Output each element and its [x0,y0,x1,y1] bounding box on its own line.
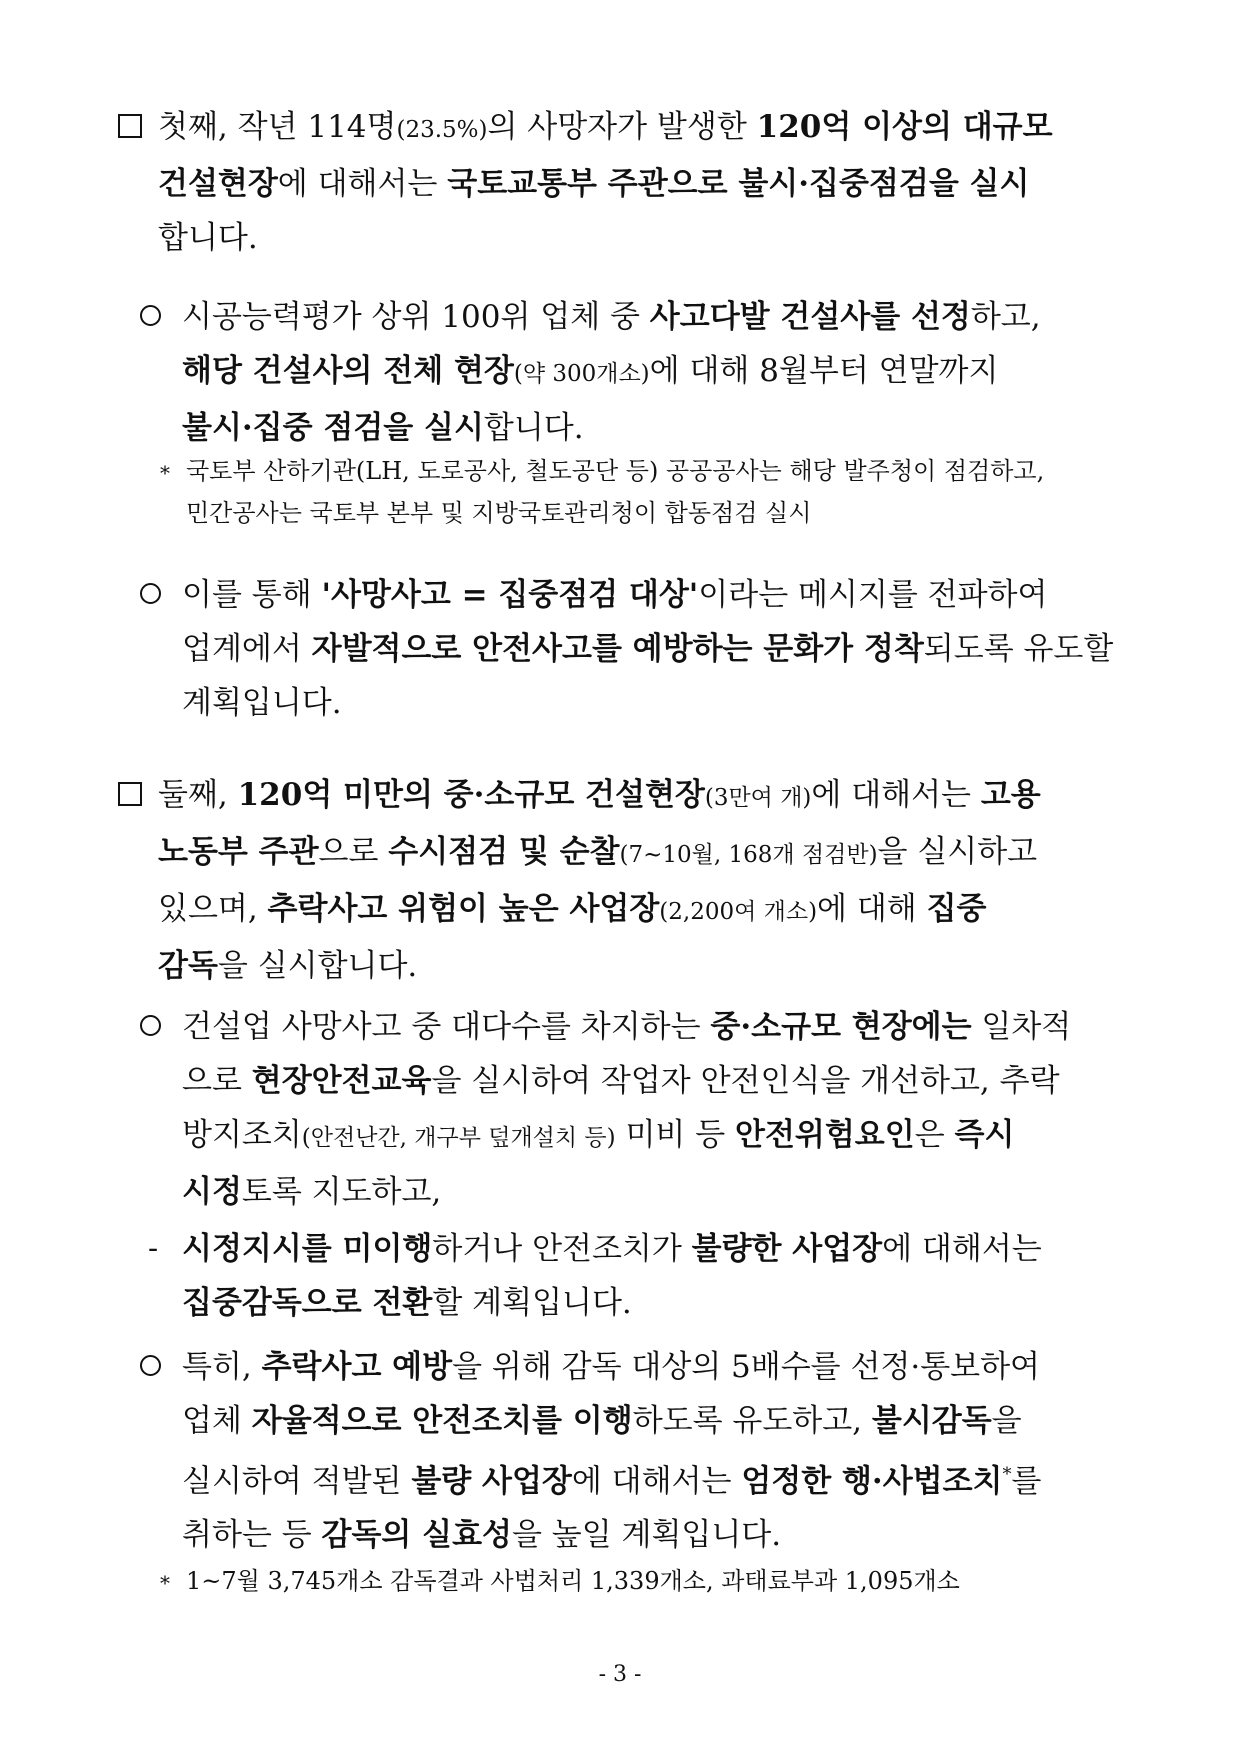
bold-text: 추락사고 예방 [261,1349,453,1385]
section-2-paragraph [118,768,1118,993]
text: 업계에서 [182,631,312,667]
text: 1~7월 3,745개소 감독결과 사법처리 1,339개소, 과태료부과 1,095개소 [186,1567,960,1595]
text: 업체 [182,1403,252,1439]
text: 국토부 산하기관(LH, 도로공사, 철도공단 등) 공공공사는 해당 발주청이 점검하고, [186,457,1045,485]
section-1-sub-2 [118,568,1118,730]
sub-paragraph [118,1340,1118,1562]
text: 에 대해서는 [811,777,981,813]
footnote-text [160,450,1118,534]
bold-text: 건설현장 [158,166,278,202]
circle-bullet-icon [140,583,161,604]
bold-text: 수시점검 및 순찰 [388,834,620,870]
footnote-1 [160,450,1118,534]
bold-text: 시정지시를 미이행 [182,1231,433,1267]
circle-bullet-icon [140,1015,161,1036]
bold-text: 엄정한 행·사법조치 [741,1463,1003,1500]
text: 건설업 사망사고 중 대다수를 차지하는 [182,1009,711,1045]
bold-text: 즉시 [954,1117,1015,1153]
text: 취하는 등 [182,1517,322,1554]
text: 일차적 [971,1009,1072,1045]
text: 을 실시합니다. [217,948,418,984]
circle-bullet-icon [140,1355,161,1376]
text: 은 [914,1117,955,1153]
bold-text: 현장안전교육 [251,1063,432,1099]
section-2-dash-1 [118,1222,1118,1330]
bold-text: 집중감독으로 전환 [182,1285,433,1321]
text: (23.5%) [396,117,488,143]
text: 으로 [182,1063,252,1099]
text: 을 실시하고 [877,834,1038,870]
footnote-marker: * [1002,1464,1012,1485]
text: 이라는 메시지를 전파하여 [698,577,1048,613]
text: 할 계획입니다. [432,1285,632,1321]
text: 을 위해 감독 대상의 5배수를 선정·통보하여 [452,1349,1041,1385]
text: (7~10월, 168개 점검반) [619,842,878,868]
text: 있으며, [158,891,268,927]
text: 을 높일 계획입니다. [511,1517,782,1554]
text: 시공능력평가 상위 100위 업체 중 [182,299,650,335]
bold-text: 120억 이상의 대규모 [756,109,1053,145]
bold-text: 추락사고 위험이 높은 사업장 [267,891,660,927]
bold-text: 시정 [182,1174,242,1210]
text: 토록 지도하고, [241,1174,442,1210]
text: 특히, [182,1349,262,1385]
text: 에 대해 [817,891,927,927]
footnote-text [160,1560,1118,1602]
bold-text: 고용 [980,777,1041,813]
bold-text: 집중 [926,891,987,927]
section-2 [118,768,1118,993]
text: 하거나 안전조치가 [432,1231,692,1267]
text: 에 대해서는 [571,1463,742,1500]
text: (3만여 개) [704,785,812,811]
bold-text: 불량 사업장 [411,1463,572,1500]
bold-text: 불시감독 [871,1403,992,1439]
text: 합니다. [483,410,584,446]
bold-text: 자율적으로 안전조치를 이행 [251,1403,633,1439]
text: 첫째, 작년 114명 [158,109,397,145]
checkbox-square-icon [118,114,142,138]
text: 으로 [318,834,389,870]
bold-text: 자발적으로 안전사고를 예방하는 문화가 정착 [311,631,924,667]
text: 하도록 유도하고, [632,1403,872,1439]
text: 이를 통해 [182,577,322,613]
bold-text: 사고다발 건설사를 선정 [649,299,971,335]
bold-text: 안전위험요인 [735,1117,915,1153]
text: 를 [1011,1463,1042,1500]
section-1 [118,100,1118,265]
text: (안전난간, 개구부 덮개설치 등) [301,1125,616,1151]
bold-text: 노동부 주관 [158,834,319,870]
bold-text: 120억 미만의 중·소규모 건설현장 [237,777,705,813]
text: 실시하여 적발된 [182,1463,412,1500]
text: 을 [991,1403,1022,1439]
text: 방지조치 [182,1117,302,1153]
text: 합니다. [158,220,258,256]
text: 미비 등 [615,1117,736,1153]
sub-paragraph [118,568,1118,730]
text: (약 300개소) [513,361,650,387]
bold-text: 중·소규모 현장에는 [710,1009,972,1045]
circle-bullet-icon [140,305,161,326]
asterisk-mark: * [160,1571,170,1595]
text: 을 실시하여 작업자 안전인식을 개선하고, 추락 [431,1063,1060,1099]
text: 에 대해서는 [277,166,448,202]
text: 계획입니다. [182,685,342,721]
section-1-sub-1 [118,290,1118,455]
text: 하고, [970,299,1041,335]
asterisk-mark: * [160,461,170,485]
bold-text: '사망사고 = 집중점검 대상' [321,577,699,613]
section-2-sub-1 [118,1000,1118,1219]
footnote-2 [160,1560,1118,1602]
bold-text: 해당 건설사의 전체 현장 [182,353,514,389]
text: 둘째, [158,777,238,813]
bold-text: 감독의 실효성 [321,1517,512,1554]
bold-text: 감독 [158,948,218,984]
sub-paragraph [118,1000,1118,1219]
text: 에 대해서는 [882,1231,1042,1267]
text: 민간공사는 국토부 본부 및 지방국토관리청이 합동점검 실시 [186,499,812,527]
section-2-sub-2 [118,1340,1118,1562]
text: 되도록 유도할 [923,631,1114,667]
text: 에 대해 8월부터 연말까지 [649,353,999,389]
text: 의 사망자가 발생한 [487,109,757,145]
bold-text: 불량한 사업장 [691,1231,883,1267]
bold-text: 불시·집중 점검을 실시 [182,410,484,446]
text: (2,200여 개소) [659,899,818,925]
bold-text: 국토교통부 주관으로 불시·집중점검을 실시 [447,166,1030,202]
sub-paragraph [118,290,1118,455]
section-1-paragraph [118,100,1118,265]
checkbox-square-icon [118,782,142,806]
dash-paragraph [118,1222,1118,1330]
dash-mark: - [148,1231,159,1266]
page-number: - 3 - [598,1662,642,1687]
